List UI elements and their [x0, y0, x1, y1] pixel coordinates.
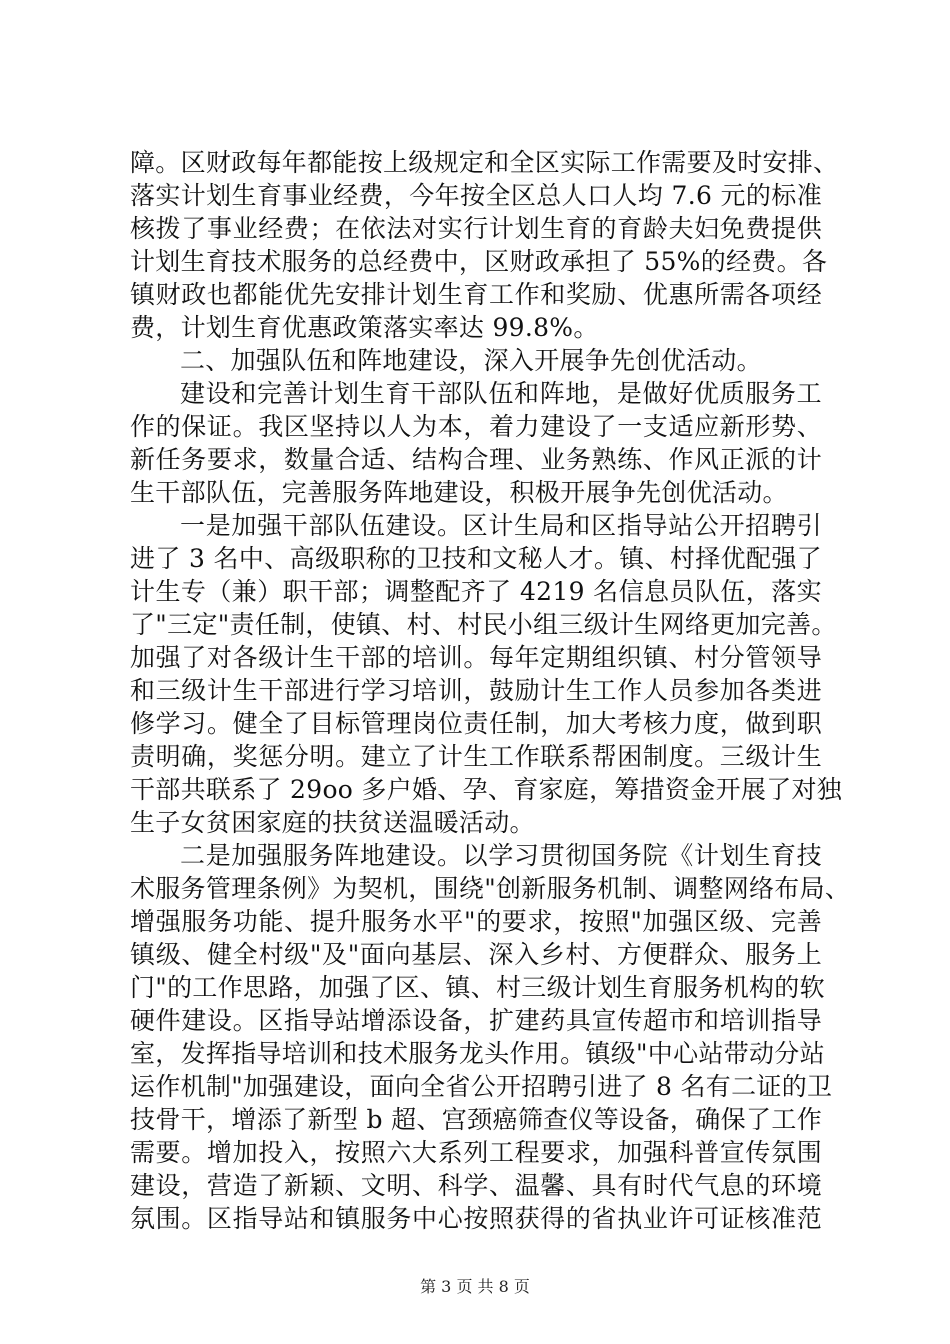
text-line: 需要。增加投入，按照六大系列工程要求，加强科普宣传氛围 [130, 1138, 822, 1167]
text-line: 一是加强干部队伍建设。区计生局和区指导站公开招聘引 [180, 511, 822, 540]
text-line: 建设，营造了新颖、文明、科学、温馨、具有时代气息的环境 [130, 1171, 822, 1200]
text-line: 干部共联系了 29oo 多户婚、孕、育家庭，筹措资金开展了对独 [130, 775, 843, 804]
text-line: 生干部队伍，完善服务阵地建设，积极开展争先创优活动。 [130, 478, 788, 507]
text-line: 建设和完善计划生育干部队伍和阵地，是做好优质服务工 [180, 379, 822, 408]
text-line: 责明确，奖惩分明。建立了计生工作联系帮困制度。三级计生 [130, 742, 822, 771]
text-line: 氛围。区指导站和镇服务中心按照获得的省执业许可证核准范 [130, 1204, 822, 1233]
text-line: 费，计划生育优惠政策落实率达 99.8%。 [130, 313, 599, 342]
text-line: 生子女贫困家庭的扶贫送温暖活动。 [130, 808, 535, 837]
text-line: 障。区财政每年都能按上级规定和全区实际工作需要及时安排、 [130, 148, 839, 177]
text-line: 硬件建设。区指导站增添设备，扩建药具宣传超市和培训指导 [130, 1006, 822, 1035]
text-line: 运作机制"加强建设，面向全省公开招聘引进了 8 名有二证的卫 [130, 1072, 833, 1101]
text-line: 室，发挥指导培训和技术服务龙头作用。镇级"中心站带动分站 [130, 1039, 825, 1068]
text-line: 术服务管理条例》为契机，围绕"创新服务机制、调整网络布局、 [130, 874, 851, 903]
text-line: 二是加强服务阵地建设。以学习贯彻国务院《计划生育技 [180, 841, 822, 870]
text-line: 增强服务功能、提升服务水平"的要求，按照"加强区级、完善 [130, 907, 822, 936]
text-line: 作的保证。我区坚持以人为本，着力建设了一支适应新形势、 [130, 412, 822, 441]
text-line: 和三级计生干部进行学习培训，鼓励计生工作人员参加各类进 [130, 676, 822, 705]
text-line: 计生专（兼）职干部；调整配齐了 4219 名信息员队伍，落实 [130, 577, 822, 606]
page-number-footer: 第 3 页 共 8 页 [420, 1277, 530, 1296]
text-line: 进了 3 名中、高级职称的卫技和文秘人才。镇、村择优配强了 [130, 544, 822, 573]
text-line: 落实计划生育事业经费，今年按全区总人口人均 7.6 元的标准 [130, 181, 822, 210]
text-line: 镇级、健全村级"及"面向基层、深入乡村、方便群众、服务上 [130, 940, 822, 969]
text-line: 修学习。健全了目标管理岗位责任制，加大考核力度，做到职 [130, 709, 822, 738]
text-line: 技骨干，增添了新型 b 超、宫颈癌筛查仪等设备，确保了工作 [130, 1105, 822, 1134]
text-line: 了"三定"责任制，使镇、村、村民小组三级计生网络更加完善。 [130, 610, 837, 639]
text-line: 门"的工作思路，加强了区、镇、村三级计划生育服务机构的软 [130, 973, 825, 1002]
text-line: 加强了对各级计生干部的培训。每年定期组织镇、村分管领导 [130, 643, 822, 672]
text-line: 核拨了事业经费；在依法对实行计划生育的育龄夫妇免费提供 [130, 214, 822, 243]
text-line: 计划生育技术服务的总经费中，区财政承担了 55%的经费。各 [130, 247, 828, 276]
section-heading: 二、加强队伍和阵地建设，深入开展争先创优活动。 [180, 346, 762, 375]
text-line: 镇财政也都能优先安排计划生育工作和奖励、优惠所需各项经 [130, 280, 822, 309]
text-line: 新任务要求，数量合适、结构合理、业务熟练、作风正派的计 [130, 445, 822, 474]
document-body [130, 146, 851, 1235]
